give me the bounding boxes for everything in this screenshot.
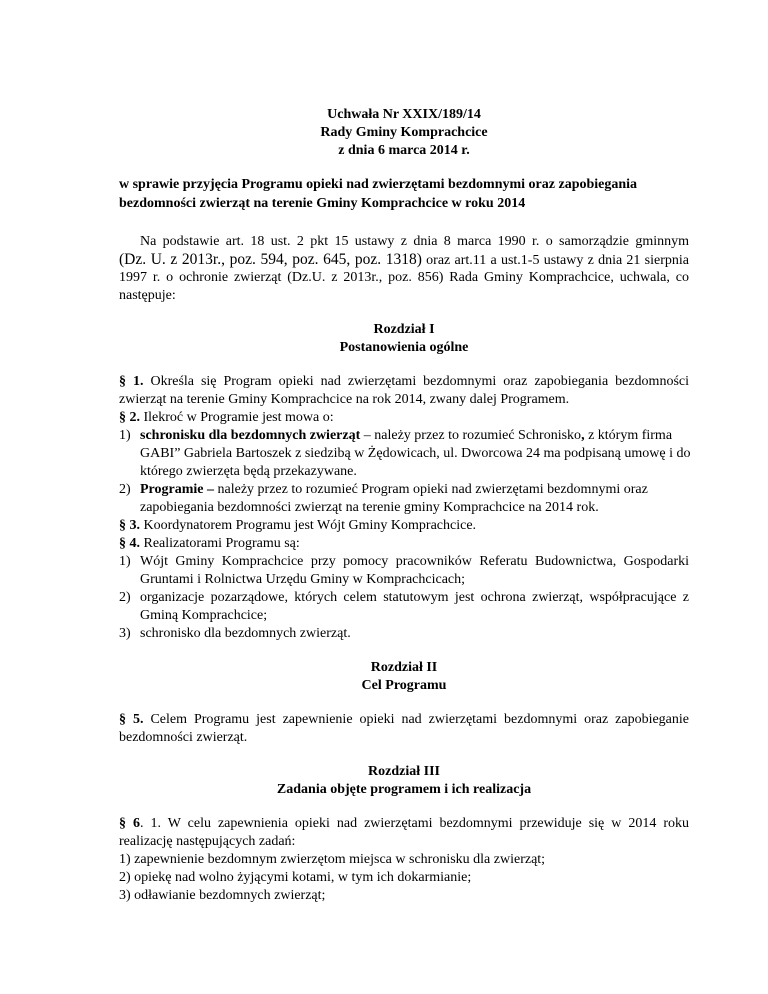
paragraph-6-item-3: 3) odławianie bezdomnych zwierząt; [119,888,326,903]
paragraph-2-intro: § 2. Ilekroć w Programie jest mowa o: [119,410,334,425]
paragraph-mark: § 6 [119,816,140,831]
preamble-line-4: następuje: [119,288,176,303]
paragraph-4-item-2: 2) organizacje pozarządowe, których celem statutowym jest ochrona zwierząt, współpracujące z [119,590,689,605]
paragraph-6-item-2: 2) opiekę nad wolno żyjącymi kotami, w tym ich dokarmianie; [119,870,472,885]
paragraph-6-item-1: 1) zapewnienie bezdomnym zwierzętom miejsca w schronisku dla zwierząt; [119,852,546,867]
journal-reference: (Dz. U. z 2013r., poz. 594, poz. 645, poz. 1318) [119,251,422,268]
paragraph-mark: § 4. [119,536,140,551]
defined-term: Programie – [140,482,214,497]
subject-line-2: bezdomności zwierząt na terenie Gminy Komprachcice w roku 2014 [119,196,526,211]
paragraph-mark: § 2. [119,410,140,425]
paragraph-4-item-2-line-2: Gminą Komprachcice; [140,608,268,623]
subject-line-1: w sprawie przyjęcia Programu opieki nad zwierzętami bezdomnymi oraz zapobiegania [119,177,638,192]
chapter-2-subtitle: Cel Programu [361,678,447,693]
paragraph-5-line-2: bezdomności zwierząt. [119,730,248,745]
resolution-date: z dnia 6 marca 2014 r. [338,143,470,158]
chapter-1-title: Rozdział I [373,322,435,337]
paragraph-2-item-2: 2) Programie – należy przez to rozumieć Program opieki nad zwierzętami bezdomnymi oraz [119,482,648,497]
paragraph-1-line-1: § 1. Określa się Program opieki nad zwierzętami bezdomnymi oraz zapobiegania bezdomności [119,374,690,389]
chapter-3-subtitle: Zadania objęte programem i ich realizacja [276,782,532,797]
preamble-line-1: Na podstawie art. 18 ust. 2 pkt 15 ustawy z dnia 8 marca 1990 r. o samorządzie gminnym [140,234,689,249]
paragraph-mark: § 5. [119,712,144,727]
paragraph-mark: § 1. [119,374,144,389]
chapter-1-subtitle: Postanowienia ogólne [339,340,469,355]
paragraph-4-intro: § 4. Realizatorami Programu są: [119,536,300,551]
paragraph-6-line-2: realizację następujących zadań: [119,834,296,849]
paragraph-4-item-1: 1) Wójt Gminy Komprachcice przy pomocy pracowników Referatu Budownictwa, Gospodarki [119,554,689,569]
paragraph-4-item-3: 3) schronisko dla bezdomnych zwierząt. [119,626,351,641]
paragraph-2-item-1-line-3: którego zwierzęta będą przekazywane. [140,464,357,479]
chapter-2-title: Rozdział II [370,660,438,675]
paragraph-4-item-1-line-2: Gruntami i Rolnictwa Urzędu Gminy w Komprachcicach; [140,572,466,587]
paragraph-mark: § 3. [119,518,140,533]
paragraph-2-item-2-line-2: zapobiegania bezdomności zwierząt na terenie gminy Komprachcice na 2014 rok. [140,500,599,515]
paragraph-1-line-2: zwierząt na terenie Gminy Komprachcice na rok 2014, zwany dalej Programem. [119,392,570,407]
chapter-3-title: Rozdział III [368,764,440,779]
paragraph-3: § 3. Koordynatorem Programu jest Wójt Gminy Komprachcice. [119,518,477,533]
resolution-number: Uchwała Nr XXIX/189/14 [327,107,481,122]
council-name: Rady Gminy Komprachcice [320,125,488,140]
preamble-line-2: (Dz. U. z 2013r., poz. 594, poz. 645, poz. 1318) oraz art.11 a ust.1-5 ustawy z dnia 21 sierpnia [119,251,689,268]
paragraph-5-line-1: § 5. Celem Programu jest zapewnienie opieki nad zwierzętami bezdomnymi oraz zapobieganie [119,712,690,727]
paragraph-2-item-1: 1) schronisku dla bezdomnych zwierząt – należy przez to rozumieć Schronisko, z którym firma [119,428,673,443]
defined-term: schronisku dla bezdomnych zwierząt [140,428,361,443]
preamble-line-3: 1997 r. o ochronie zwierząt (Dz.U. z 2013r., poz. 856) Rada Gminy Komprachcice, uchwala, co [119,270,689,285]
paragraph-2-item-1-line-2: GABI” Gabriela Bartoszek z siedzibą w Żędowicach, ul. Dworcowa 24 ma podpisaną umowę i do [140,446,691,461]
paragraph-6-line-1: § 6. 1. W celu zapewnienia opieki nad zwierzętami bezdomnymi przewiduje się w 2014 roku [119,816,689,831]
